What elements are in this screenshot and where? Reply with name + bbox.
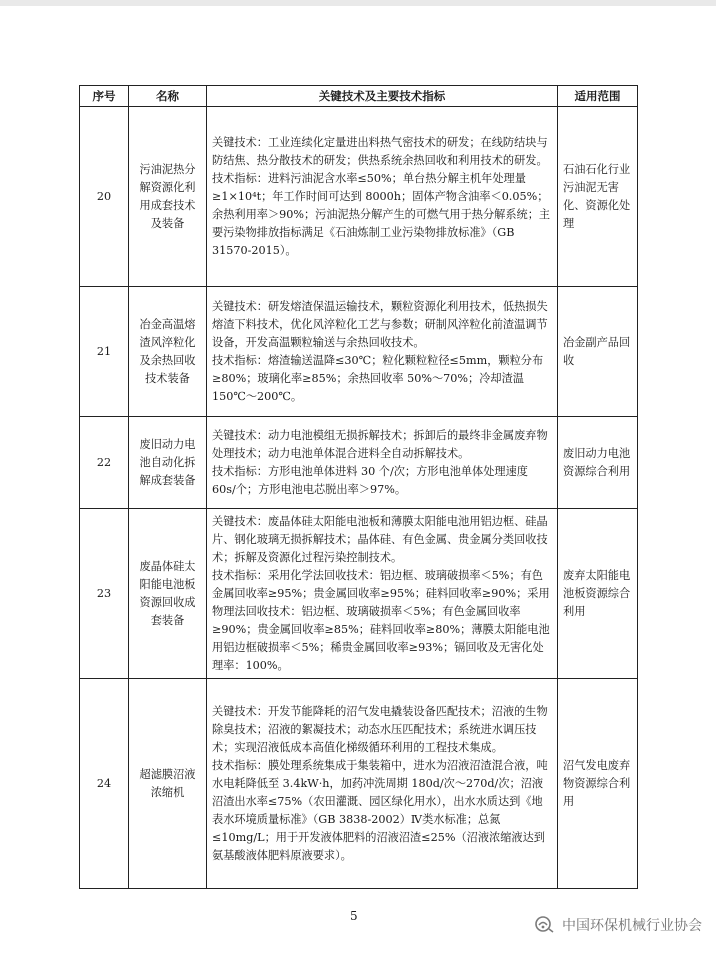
- key-technology-text: 关键技术：动力电池模组无损拆解技术；拆卸后的最终非金属废弃物处理技术；动力电池单体混合进料全自动拆解技术。: [212, 428, 548, 460]
- row-scope: 冶金副产品回收: [558, 287, 638, 417]
- row-tech: [207, 679, 558, 889]
- row-tech: [207, 509, 558, 679]
- row-number: 24: [80, 679, 129, 889]
- row-number: 22: [80, 417, 129, 509]
- header-no: 序号: [80, 86, 129, 107]
- header-scope: 适用范围: [558, 86, 638, 107]
- row-number: 23: [80, 509, 129, 679]
- technical-indicators-text: 技术指标：膜处理系统集成于集装箱中，进水为沼液沼渣混合液，吨水电耗降低至 3.4kW·h，加药冲洗周期 180d/次～270d/次；沼液沼渣出水率≤75%（农田灌溉、园区绿化用水），出水水质达到《地表水环境质量标准》（GB 3838-2002）Ⅳ类水标准；总氮≤10mg/L；用于开发液体肥料的沼液沼渣≤25%（沼液浓缩液达到氨基酸液体肥料原液要求）。: [212, 758, 548, 862]
- technical-indicators-text: 技术指标：进料污油泥含水率≤50%；单台热分解主机年处理量≥1×10⁴t；年工作时间可达到 8000h；固体产物含油率＜0.05%；余热利用率＞90%；污油泥热分解产生的可燃气用于热分解系统；主要污染物排放指标满足《石油炼制工业污染物排放标准》（GB 31570-2015）。: [212, 171, 551, 257]
- technical-indicators-text: 技术指标：采用化学法回收技术：铝边框、玻璃破损率＜5%；有色金属回收率≥95%；贵金属回收率≥95%；硅料回收率≥90%；采用物理法回收技术：铝边框、玻璃破损率＜5%；有色金属回收率≥90%；贵金属回收率≥85%；硅料回收率≥80%；薄膜太阳能电池用铝边框破损率＜5%；稀贵金属回收率≥93%；镉回收及无害化处理率：100%。: [212, 568, 550, 672]
- row-tech: [207, 287, 558, 417]
- table-row: [80, 417, 638, 509]
- row-tech: [207, 107, 558, 287]
- row-scope: 废旧动力电池资源综合利用: [558, 417, 638, 509]
- table-row: [80, 679, 638, 889]
- key-technology-text: 关键技术：研发熔渣保温运输技术，颗粒资源化利用技术，低热损失熔渣下料技术，优化风淬粒化工艺与参数；研制风淬粒化前渣温调节设备，开发高温颗粒输送与余热回收技术。: [212, 299, 548, 349]
- row-name: 废晶体硅太阳能电池板资源回收成套装备: [129, 509, 207, 679]
- header-tech: 关键技术及主要技术指标: [207, 86, 558, 107]
- wechat-official-account-icon: [534, 916, 556, 934]
- table-row: [80, 509, 638, 679]
- watermark: [534, 915, 702, 935]
- technical-indicators-text: 技术指标：熔渣输送温降≤30℃；粒化颗粒粒径≤5mm，颗粒分布≥80%；玻璃化率≥85%；余热回收率 50%～70%；冷却渣温 150℃～200℃。: [212, 353, 544, 403]
- technical-indicators-text: 技术指标：方形电池单体进料 30 个/次；方形电池单体处理速度 60s/个；方形电池电芯脱出率＞97%。: [212, 464, 528, 496]
- top-border-strip: [0, 0, 716, 6]
- row-name: 废旧动力电池自动化拆解成套装备: [129, 417, 207, 509]
- row-scope: 沼气发电废弃物资源综合利用: [558, 679, 638, 889]
- row-name: 冶金高温熔渣风淬粒化及余热回收技术装备: [129, 287, 207, 417]
- row-scope: 废弃太阳能电池板资源综合利用: [558, 509, 638, 679]
- key-technology-text: 关键技术：工业连续化定量进出料热气密技术的研发；在线防结块与防结焦、热分散技术的研发；供热系统余热回收和利用技术的研发。: [212, 135, 548, 167]
- row-tech: [207, 417, 558, 509]
- table-row: [80, 107, 638, 287]
- row-scope: 石油石化行业污油泥无害化、资源化处理: [558, 107, 638, 287]
- table-header-row: [80, 86, 638, 107]
- row-name: 污油泥热分解资源化利用成套技术及装备: [129, 107, 207, 287]
- row-number: 20: [80, 107, 129, 287]
- table-row: [80, 287, 638, 417]
- watermark-text: 中国环保机械行业协会: [562, 918, 702, 934]
- row-number: 21: [80, 287, 129, 417]
- technology-table: [79, 85, 638, 889]
- row-name: 超滤膜沼液浓缩机: [129, 679, 207, 889]
- page-number: 5: [350, 909, 358, 923]
- key-technology-text: 关键技术：废晶体硅太阳能电池板和薄膜太阳能电池用铝边框、硅晶片、钢化玻璃无损拆解技术；晶体硅、有色金属、贵金属分类回收技术；拆解及资源化过程污染控制技术。: [212, 514, 548, 564]
- header-name: 名称: [129, 86, 207, 107]
- key-technology-text: 关键技术：开发节能降耗的沼气发电撬装设备匹配技术；沼液的生物除臭技术；沼液的絮凝技术；动态水压匹配技术；系统进水调压技术；实现沼液低成本高值化梯级循环利用的工程技术集成。: [212, 704, 548, 754]
